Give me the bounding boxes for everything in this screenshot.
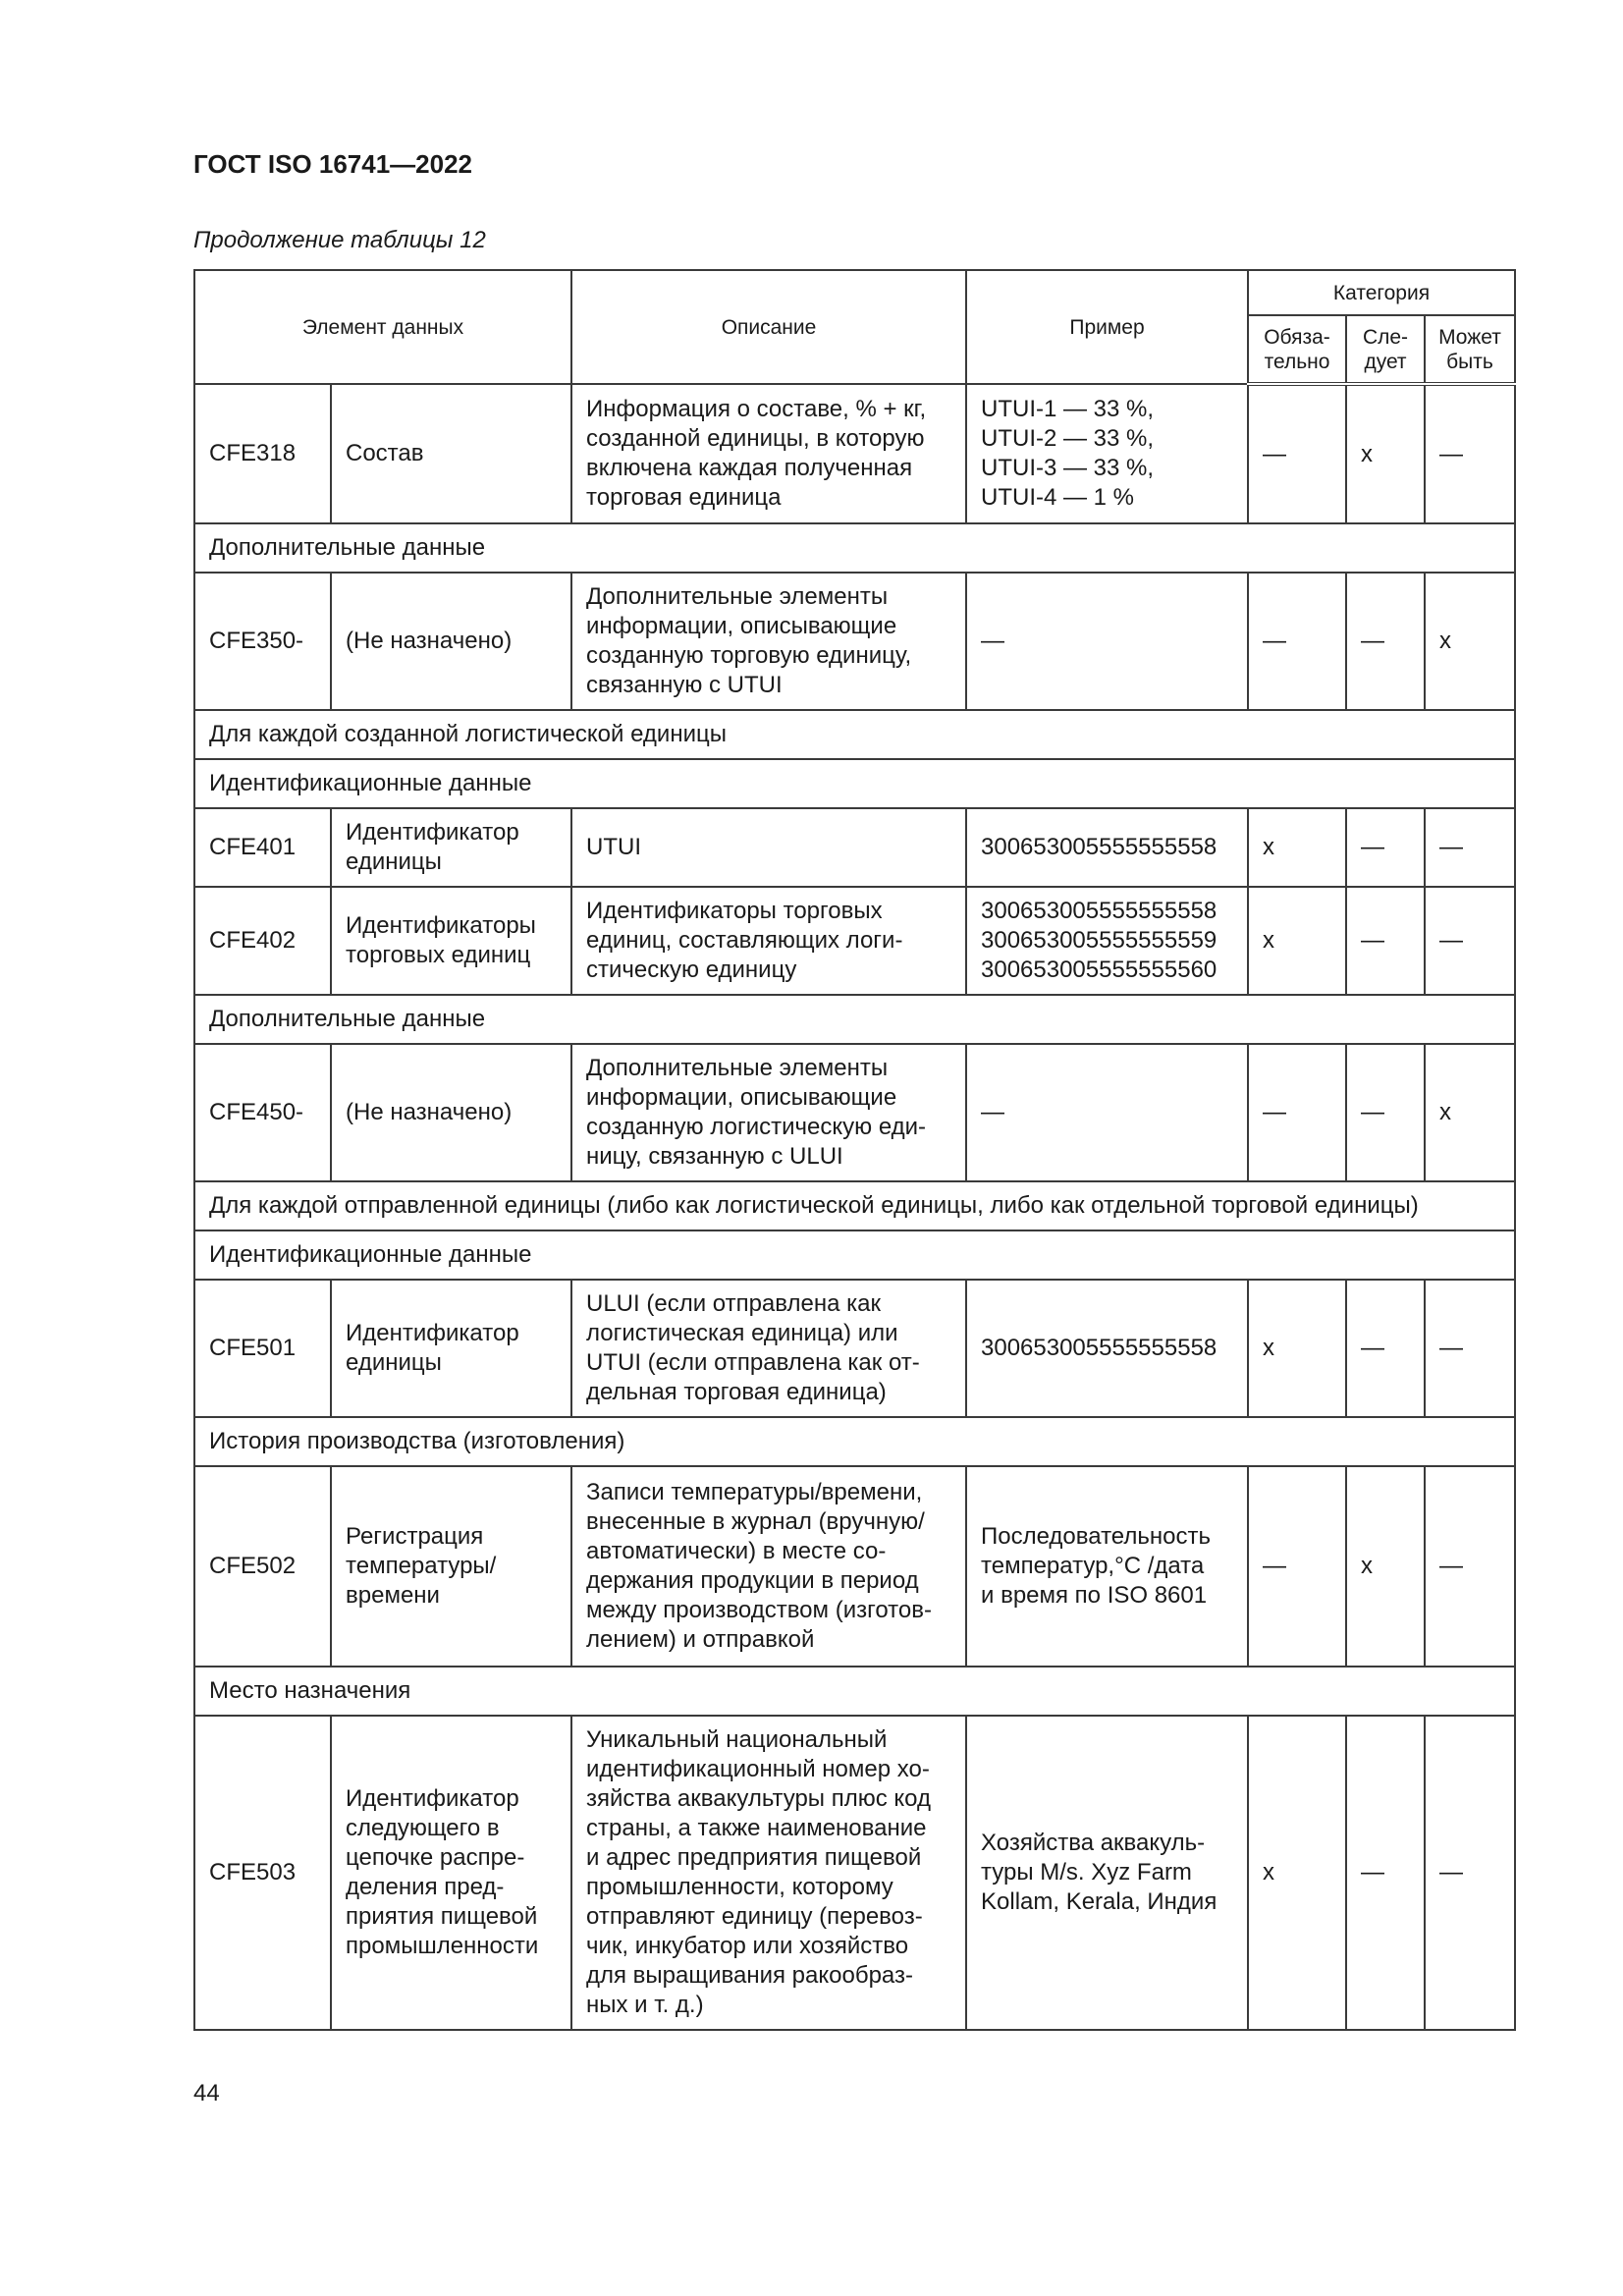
category-mandatory: x <box>1248 1280 1346 1417</box>
element-description: Информация о составе, % + кг, созданной единицы, в которую включена каждая полученная торговая единица <box>571 384 966 523</box>
category-mandatory: — <box>1248 573 1346 710</box>
category-should: — <box>1346 808 1425 887</box>
element-example: 300653005555555558 <box>966 1280 1248 1417</box>
category-should: — <box>1346 1280 1425 1417</box>
category-mandatory: — <box>1248 1466 1346 1667</box>
element-name: (Не назначено) <box>331 573 571 710</box>
category-mandatory: — <box>1248 1044 1346 1181</box>
element-code: CFE402 <box>194 887 331 995</box>
table-row <box>194 384 1515 523</box>
column-header-example: Пример <box>966 270 1248 384</box>
element-code: CFE350- <box>194 573 331 710</box>
category-mandatory: x <box>1248 887 1346 995</box>
category-may: x <box>1425 1044 1515 1181</box>
element-name: Идентификатор следующего в цепочке распре- деления пред- приятия пищевой промышленности <box>331 1716 571 2030</box>
element-code: CFE502 <box>194 1466 331 1667</box>
category-should: — <box>1346 1044 1425 1181</box>
table-section-row <box>194 759 1515 808</box>
element-description: Идентификаторы торговых единиц, составляющих логи- стическую единицу <box>571 887 966 995</box>
element-description: ULUI (если отправлена как логистическая единица) или UTUI (если отправлена как от- дельная торговая единица) <box>571 1280 966 1417</box>
element-code: CFE503 <box>194 1716 331 2030</box>
element-name: Идентификаторы торговых единиц <box>331 887 571 995</box>
table-row <box>194 1466 1515 1667</box>
table-continuation-caption: Продолжение таблицы 12 <box>193 227 486 253</box>
table-section-row <box>194 995 1515 1044</box>
element-name: Идентификатор единицы <box>331 1280 571 1417</box>
element-code: CFE501 <box>194 1280 331 1417</box>
section-title: Место назначения <box>194 1667 1515 1716</box>
element-description: Уникальный национальный идентификационный номер хо- зяйства аквакультуры плюс код страны, а также наименование и адрес предприятия пищевой промышленности, которому отправляют единицу (перевоз- чик, инкубатор или хозяйство для выращивания ракообраз- ных и т. д.) <box>571 1716 966 2030</box>
section-title: Дополнительные данные <box>194 995 1515 1044</box>
element-example: 300653005555555558 300653005555555559 300653005555555560 <box>966 887 1248 995</box>
section-title: Идентификационные данные <box>194 759 1515 808</box>
table-row <box>194 808 1515 887</box>
section-title: Дополнительные данные <box>194 523 1515 573</box>
element-example: — <box>966 573 1248 710</box>
category-should: x <box>1346 1466 1425 1667</box>
element-name: Идентификатор единицы <box>331 808 571 887</box>
category-should: — <box>1346 573 1425 710</box>
element-description: Дополнительные элементы информации, описывающие созданную торговую единицу, связанную с UTUI <box>571 573 966 710</box>
element-name: (Не назначено) <box>331 1044 571 1181</box>
category-should: x <box>1346 384 1425 523</box>
element-name: Состав <box>331 384 571 523</box>
category-may: — <box>1425 384 1515 523</box>
category-may: — <box>1425 1280 1515 1417</box>
table-section-row <box>194 1667 1515 1716</box>
table-row <box>194 573 1515 710</box>
section-title: Для каждой отправленной единицы (либо как логистической единицы, либо как отдельной торговой единицы) <box>194 1181 1515 1230</box>
element-example: — <box>966 1044 1248 1181</box>
element-example: UTUI-1 — 33 %, UTUI-2 — 33 %, UTUI-3 — 33 %, UTUI-4 — 1 % <box>966 384 1248 523</box>
table-section-row <box>194 1230 1515 1280</box>
section-title: Идентификационные данные <box>194 1230 1515 1280</box>
table-row <box>194 1280 1515 1417</box>
column-header-description: Описание <box>571 270 966 384</box>
element-code: CFE318 <box>194 384 331 523</box>
column-header-category: Категория <box>1248 270 1515 315</box>
section-title: Для каждой созданной логистической единицы <box>194 710 1515 759</box>
category-may: — <box>1425 808 1515 887</box>
category-may: — <box>1425 1466 1515 1667</box>
category-may: — <box>1425 1716 1515 2030</box>
element-description: Дополнительные элементы информации, описывающие созданную логистическую еди- ницу, связанную с ULUI <box>571 1044 966 1181</box>
data-elements-table <box>193 269 1516 2031</box>
element-description: UTUI <box>571 808 966 887</box>
category-mandatory: — <box>1248 384 1346 523</box>
element-example: Хозяйства аквакуль- туры M/s. Xyz Farm Kollam, Kerala, Индия <box>966 1716 1248 2030</box>
element-code: CFE401 <box>194 808 331 887</box>
element-description: Записи температуры/времени, внесенные в журнал (вручную/ автоматически) в месте со- держания продукции в период между производством (изготов- лением) и отправкой <box>571 1466 966 1667</box>
table-row <box>194 1044 1515 1181</box>
column-header-should: Сле- дует <box>1346 315 1425 384</box>
category-should: — <box>1346 887 1425 995</box>
table-section-row <box>194 1417 1515 1466</box>
category-may: — <box>1425 887 1515 995</box>
table-row <box>194 887 1515 995</box>
element-example: Последовательность температур,°С /дата и время по ISO 8601 <box>966 1466 1248 1667</box>
column-header-element: Элемент данных <box>194 270 571 384</box>
column-header-may: Может быть <box>1425 315 1515 384</box>
document-header: ГОСТ ISO 16741—2022 <box>193 149 473 179</box>
table-row <box>194 1716 1515 2030</box>
table-section-row <box>194 1181 1515 1230</box>
element-code: CFE450- <box>194 1044 331 1181</box>
table-section-row <box>194 710 1515 759</box>
element-example: 300653005555555558 <box>966 808 1248 887</box>
table-body <box>194 384 1515 2030</box>
element-name: Регистрация температуры/ времени <box>331 1466 571 1667</box>
category-should: — <box>1346 1716 1425 2030</box>
category-mandatory: x <box>1248 1716 1346 2030</box>
category-mandatory: x <box>1248 808 1346 887</box>
section-title: История производства (изготовления) <box>194 1417 1515 1466</box>
page-number: 44 <box>193 2080 220 2106</box>
category-may: x <box>1425 573 1515 710</box>
column-header-mandatory: Обяза- тельно <box>1248 315 1346 384</box>
table-section-row <box>194 523 1515 573</box>
